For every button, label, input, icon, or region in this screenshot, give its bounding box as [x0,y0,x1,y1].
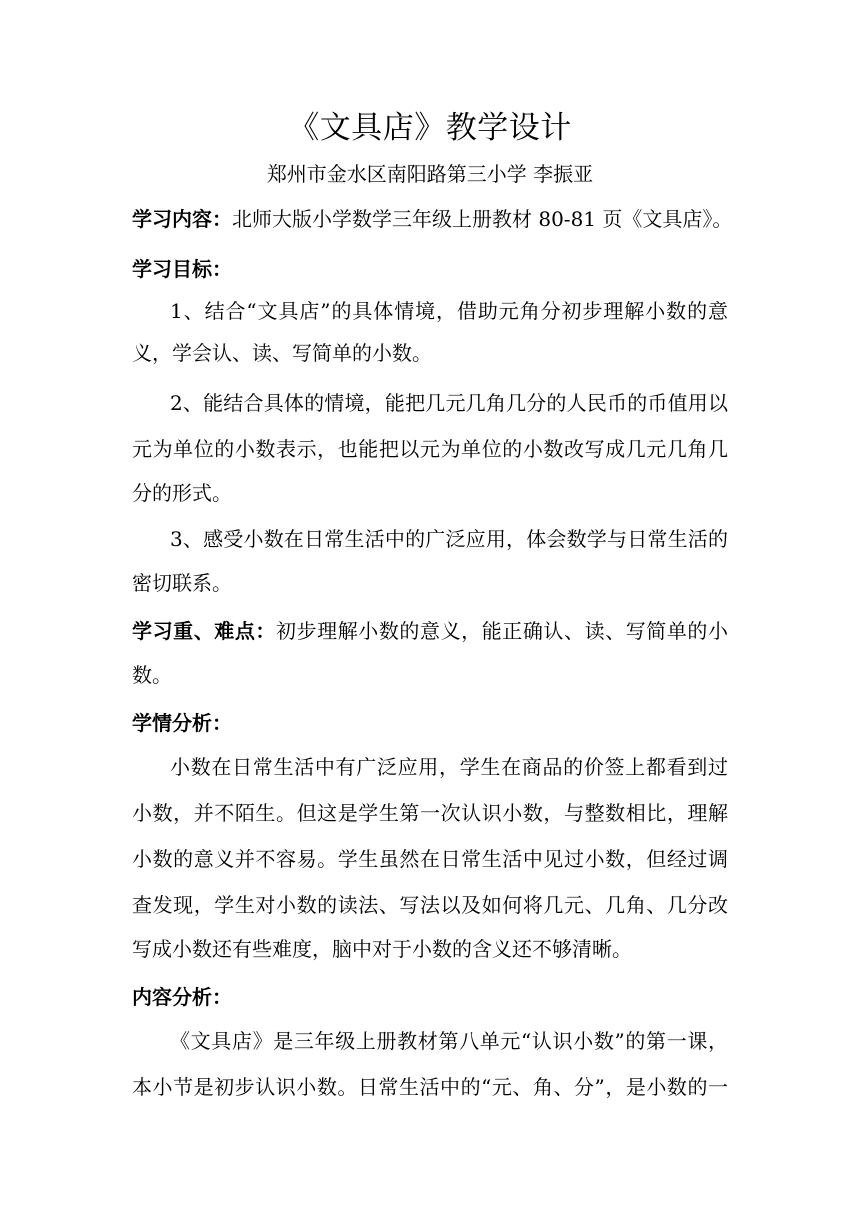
objective-line: 义，学会认、读、写简单的小数。 [132,341,432,365]
learning-content-text: 北师大版小学数学三年级上册教材 80-81 页《文具店》。 [232,207,733,231]
content-analysis-line: 《文具店》是三年级上册教材第八单元“认识小数”的第一课， [170,1029,728,1053]
learner-analysis-line: 写成小数还有些难度，脑中对于小数的含义还不够清晰。 [132,937,632,961]
key-points-text: 初步理解小数的意义，能正确认、读、写简单的小 [276,619,728,643]
learning-content-line [132,204,732,234]
learner-analysis-line: 查发现，学生对小数的读法、写法以及如何将几元、几角、几分改 [132,893,728,917]
objective-line: 分的形式。 [132,481,232,505]
learner-analysis-line: 小数，并不陌生。但这是学生第一次认识小数，与整数相比，理解 [132,801,728,825]
content-analysis-line: 本小节是初步认识小数。日常生活中的“元、角、分”，是小数的一 [132,1075,728,1099]
objective-line: 3、感受小数在日常生活中的广泛应用，体会数学与日常生活的 [170,527,728,551]
objective-line: 元为单位的小数表示，也能把以元为单位的小数改写成几元几角几 [132,437,728,461]
learner-analysis-heading: 学情分析： [132,711,232,735]
objective-line: 密切联系。 [132,571,232,595]
key-points-line: 数。 [132,663,172,687]
document-title: 《文具店》教学设计 [288,110,572,146]
objective-line: 2、能结合具体的情境，能把几元几角几分的人民币的币值用以 [170,391,728,415]
author-line: 郑州市金水区南阳路第三小学 李振亚 [266,162,594,186]
objective-line: 1、结合“文具店”的具体情境，借助元角分初步理解小数的意 [170,299,728,323]
key-points-label: 学习重、难点： [132,619,276,643]
learner-analysis-line: 小数的意义并不容易。学生虽然在日常生活中见过小数，但经过调 [132,847,728,871]
learning-content-label: 学习内容： [132,207,232,231]
learner-analysis-line: 小数在日常生活中有广泛应用，学生在商品的价签上都看到过 [170,755,728,779]
objectives-heading: 学习目标： [132,257,232,281]
key-points-line [132,616,728,646]
content-analysis-heading: 内容分析： [132,985,232,1009]
